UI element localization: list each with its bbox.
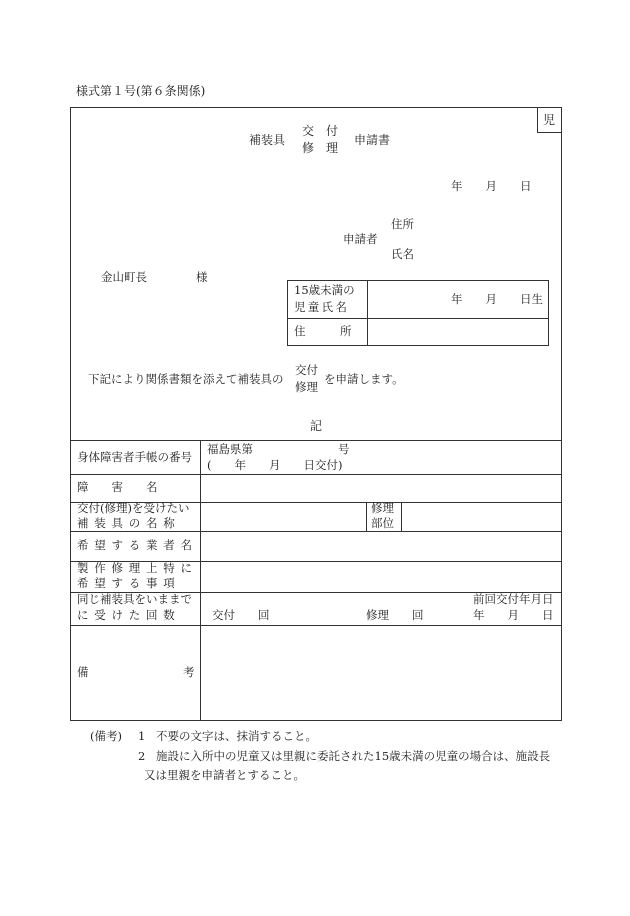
title-suffix: 申請書 — [354, 133, 391, 147]
application-date: 年 月 日 — [451, 179, 532, 193]
request-suffix: を申請します。 — [324, 372, 404, 386]
addressee-name: 金山町長 — [101, 270, 147, 284]
remarks-label-left: 備 — [77, 665, 89, 679]
device-name-label-line2: 補装具の名称 — [77, 516, 181, 530]
note-1-text: 不要の文字は、抹消すること。 — [156, 729, 317, 743]
applicant-label: 申請者 — [343, 232, 378, 246]
note-2-number: 2 — [138, 749, 146, 763]
applicant-address-label: 住所 — [391, 217, 414, 231]
notes-header: (備考) — [90, 729, 122, 743]
request-option-repair: 修理 — [295, 380, 318, 394]
special-request-label-line1: 製作修理上特に — [77, 561, 198, 575]
form-frame — [70, 107, 562, 721]
title-option-issue: 交 付 — [302, 124, 339, 138]
repair-part-left-line — [366, 502, 367, 531]
child-address-label: 住 所 — [294, 324, 352, 338]
request-prefix: 下記により関係書類を添えて補装具の — [88, 372, 284, 386]
title-option-repair: 修 理 — [302, 141, 339, 155]
techo-number-label: 身体障害者手帳の番号 — [77, 450, 192, 464]
disability-name-label: 障 害 名 — [77, 480, 158, 494]
row-line — [70, 474, 562, 475]
applicant-name-label: 氏名 — [391, 247, 414, 261]
techo-issue-date: ( 年 月 日交付) — [207, 458, 343, 472]
request-option-issue: 交付 — [295, 363, 318, 377]
device-name-label-line1: 交付(修理)を受けたい — [77, 501, 190, 515]
count-label-line2: に受けた回数 — [77, 608, 181, 622]
label-column-line — [200, 440, 201, 721]
corner-mark: 児 — [543, 113, 556, 127]
repair-part-right-line — [401, 502, 402, 531]
table-top-line — [70, 440, 562, 441]
repair-count: 修理 回 — [366, 608, 424, 622]
previous-issue-date: 年 月 日 — [473, 608, 554, 622]
issue-count: 交付 回 — [212, 608, 270, 622]
addressee-honorific: 様 — [196, 270, 208, 284]
special-request-label-line2: 希望する事項 — [77, 576, 181, 590]
title-prefix: 補装具 — [249, 133, 286, 147]
ki-mark: 記 — [310, 419, 323, 433]
count-label-line1: 同じ補装具をいままで — [77, 592, 192, 606]
techo-number-suffix: 号 — [338, 442, 350, 456]
previous-issue-date-label: 前回交付年月日 — [473, 592, 554, 606]
repair-part-label-line1: 修理 — [371, 501, 394, 515]
child-box-divider — [287, 318, 549, 319]
child-name-label-line1: 15歳未満の — [294, 283, 355, 297]
form-label: 様式第１号(第６条関係) — [76, 84, 206, 98]
child-birth-date: 年 月 日生 — [451, 292, 543, 306]
child-name-label-line2: 児童氏名 — [294, 300, 350, 314]
note-2-text-line2: 又は里親を申請者とすること。 — [144, 768, 305, 782]
note-1-number: 1 — [138, 729, 146, 743]
note-2-text-line1: 施設に入所中の児童又は里親に委託された15歳未満の児童の場合は、施設長 — [156, 749, 551, 763]
row-line — [70, 625, 562, 626]
vendor-label: 希望する業者名 — [77, 538, 198, 552]
row-line — [70, 531, 562, 532]
remarks-label-right: 考 — [183, 665, 195, 679]
repair-part-label-line2: 部位 — [371, 516, 394, 530]
techo-prefecture: 福島県第 — [207, 442, 253, 456]
child-box-column-line — [367, 280, 368, 346]
